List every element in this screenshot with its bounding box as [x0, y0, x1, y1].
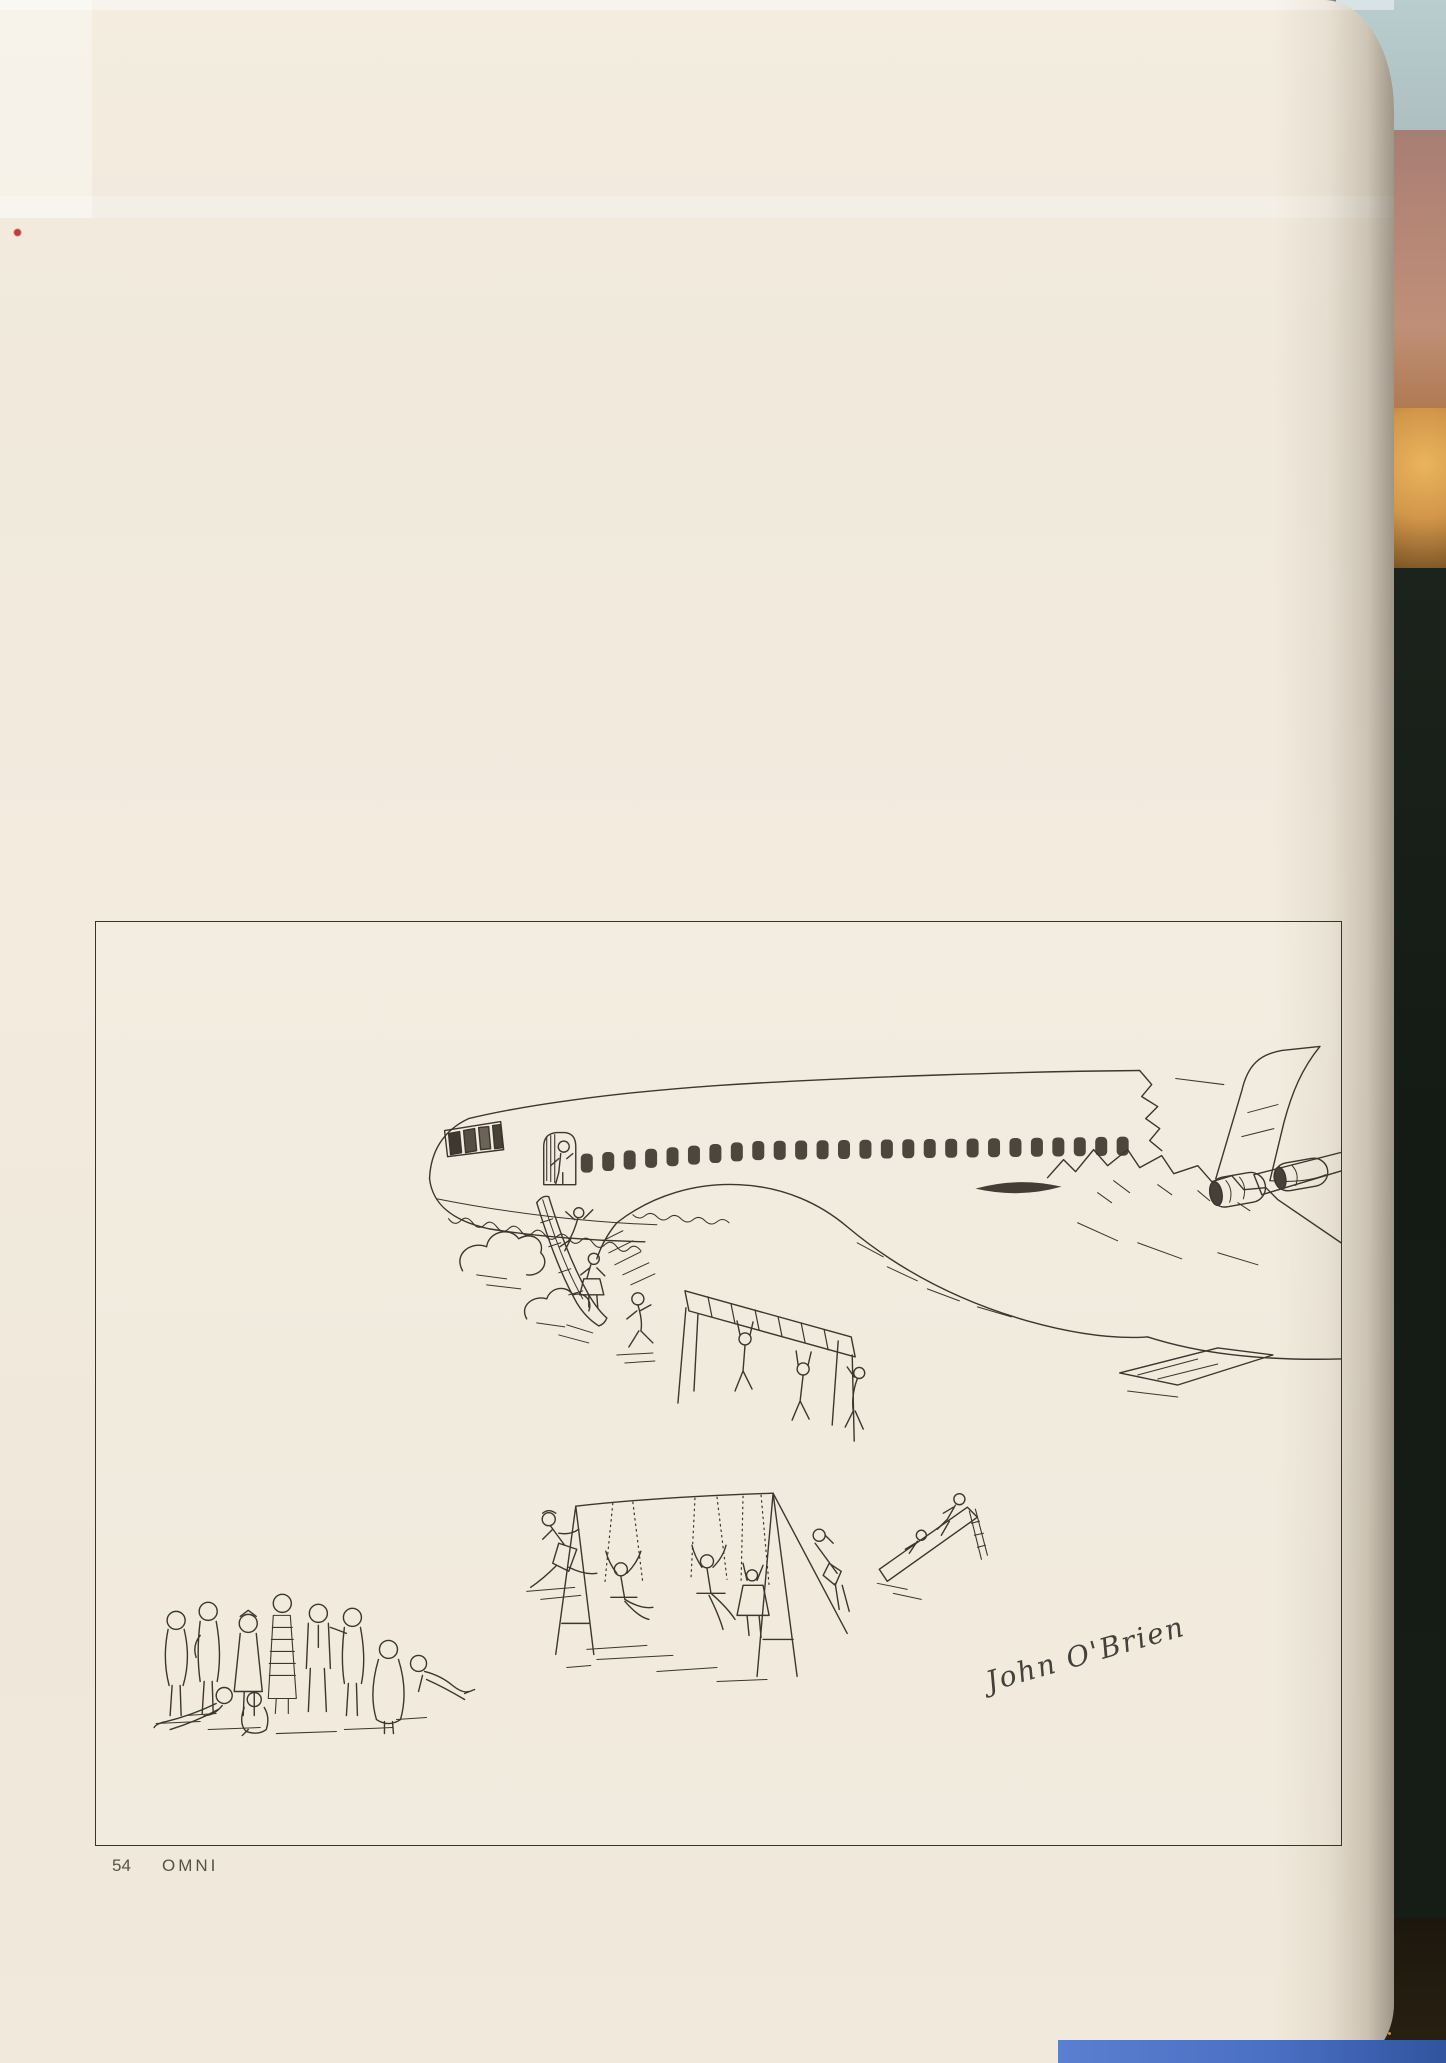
open-door [544, 1133, 576, 1185]
doorway-child-head [558, 1141, 569, 1152]
page-footer [112, 1856, 218, 1876]
red-ink-speck [13, 228, 22, 237]
scan-top-edge [0, 0, 1394, 10]
swing-set [556, 1493, 849, 1681]
detached-wing [1120, 1348, 1273, 1397]
hanging-child-1 [735, 1321, 753, 1391]
scan-corner-light [0, 0, 92, 218]
artist-signature: John O'Brien [982, 1609, 1189, 1699]
monkey-bars [617, 1291, 865, 1441]
swinging-child-1 [606, 1551, 653, 1619]
climbing-child [845, 1367, 865, 1429]
hanging-child-2 [792, 1351, 811, 1420]
page-number: 54 [112, 1856, 131, 1875]
fuselage-bottom [430, 1179, 645, 1242]
cockpit-windows [445, 1122, 504, 1157]
fuselage-top [430, 1070, 1140, 1178]
swinging-child-2 [692, 1545, 735, 1629]
passenger-window-row [581, 1137, 1129, 1173]
terrain [460, 1150, 1341, 1397]
playground-airplane-illustration [96, 922, 1341, 1845]
engines [1207, 1156, 1330, 1209]
blue-object-under-page [1058, 2040, 1446, 2063]
illustration-frame [95, 921, 1342, 1846]
dark-crevice [975, 1182, 1061, 1193]
climbing-girl [813, 1529, 849, 1611]
scan-band-artifact [0, 196, 1394, 218]
magazine-name: OMNI [162, 1856, 219, 1875]
airplane [430, 1046, 1341, 1251]
escape-slide [537, 1196, 607, 1343]
onlookers-group [154, 1594, 475, 1735]
hill-hatching [603, 1231, 1012, 1317]
rear-top-line [1176, 1079, 1224, 1085]
belly-ruffle [449, 1218, 641, 1251]
fuselage-tear [1140, 1070, 1162, 1150]
small-slide [877, 1494, 987, 1600]
running-girl [527, 1511, 597, 1600]
ground-hatching [567, 1645, 767, 1681]
running-child [617, 1293, 655, 1363]
